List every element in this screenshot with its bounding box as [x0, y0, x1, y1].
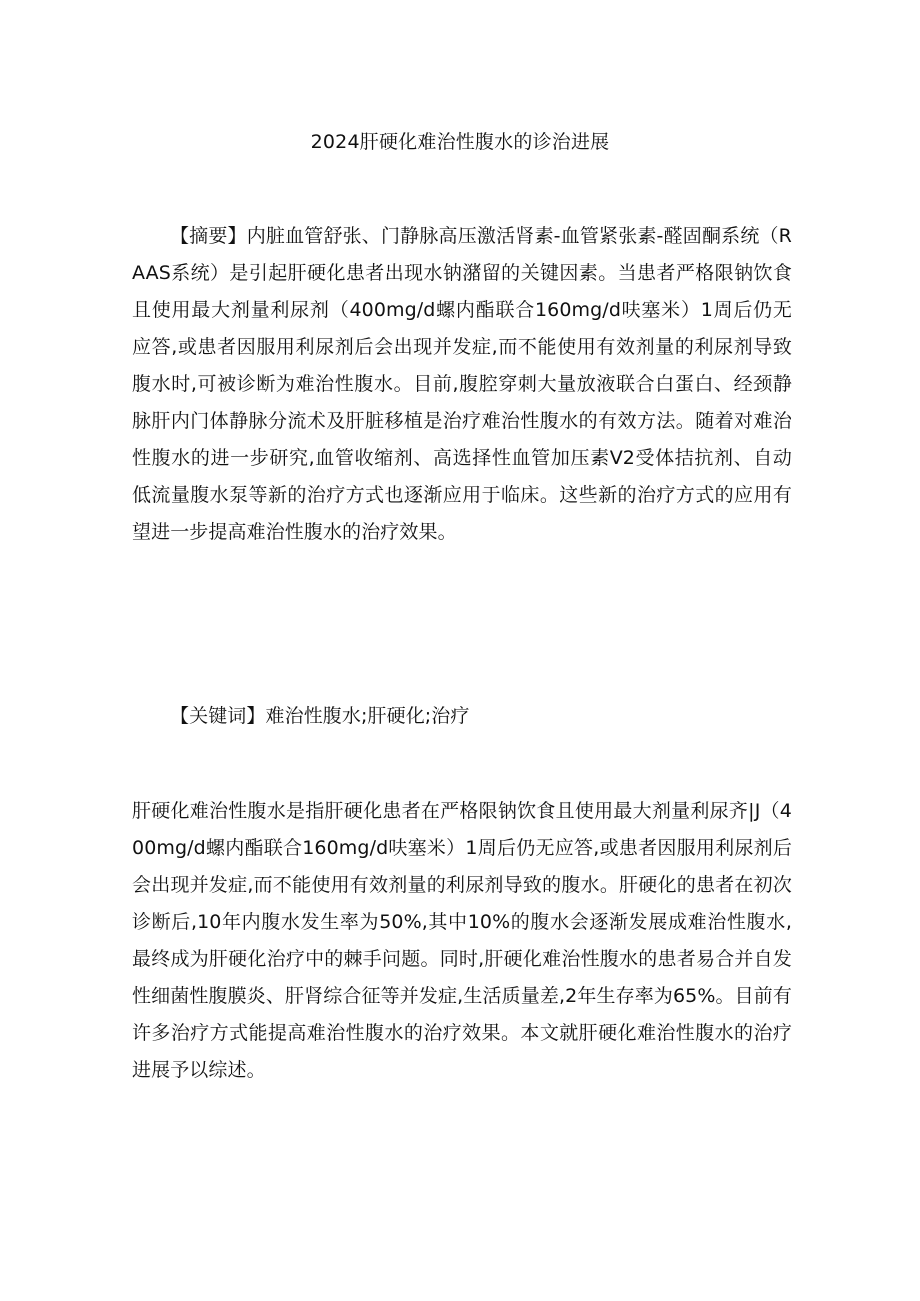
document-title: 2024肝硬化难治性腹水的诊治进展 [310, 131, 610, 153]
abstract-paragraph: 【摘要】内脏血管舒张、门静脉高压激活肾素-血管紧张素-醛固酮系统（RAAS系统）是引起肝硬化患者出现水钠潴留的关键因素。当患者严格限钠饮食且使用最大剂量利尿剂（400mg∕d螺内酯联合160mg/d呋塞米）1周后仍无应答,或患者因服用利尿剂后会出现并发症,而不能使用有效剂量的利尿剂导致腹水时,可被诊断为难治性腹水。目前,腹腔穿刺大量放液联合白蛋白、经颈静脉肝内门体静脉分流术及肝脏移植是治疗难治性腹水的有效方法。随着对难治性腹水的进一步研究,血管收缩剂、高选择性血管加压素V2受体拮抗剂、自动低流量腹水泵等新的治疗方式也逐渐应用于临床。这些新的治疗方式的应用有望进一步提高难治性腹水的治疗效果。 [132, 225, 792, 543]
intro-paragraph: 肝硬化难治性腹水是指肝硬化患者在严格限钠饮食且使用最大剂量利尿齐|J（400mg∕d螺内酯联合160mg∕d呋塞米）1周后仍无应答,或患者因服用利尿剂后会出现并发症,而不能使用有效剂量的利尿剂导致的腹水。肝硬化的患者在初次诊断后,10年内腹水发生率为50%,其中10%的腹水会逐渐发展成难治性腹水,最终成为肝硬化治疗中的棘手问题。同时,肝硬化难治性腹水的患者易合并自发性细菌性腹膜炎、肝肾综合征等并发症,生活质量差,2年生存率为65%。目前有许多治疗方式能提高难治性腹水的治疗效果。本文就肝硬化难治性腹水的治疗进展予以综述。 [132, 800, 792, 1081]
keywords-paragraph: 【关键词】难治性腹水;肝硬化;治疗 [170, 705, 470, 727]
